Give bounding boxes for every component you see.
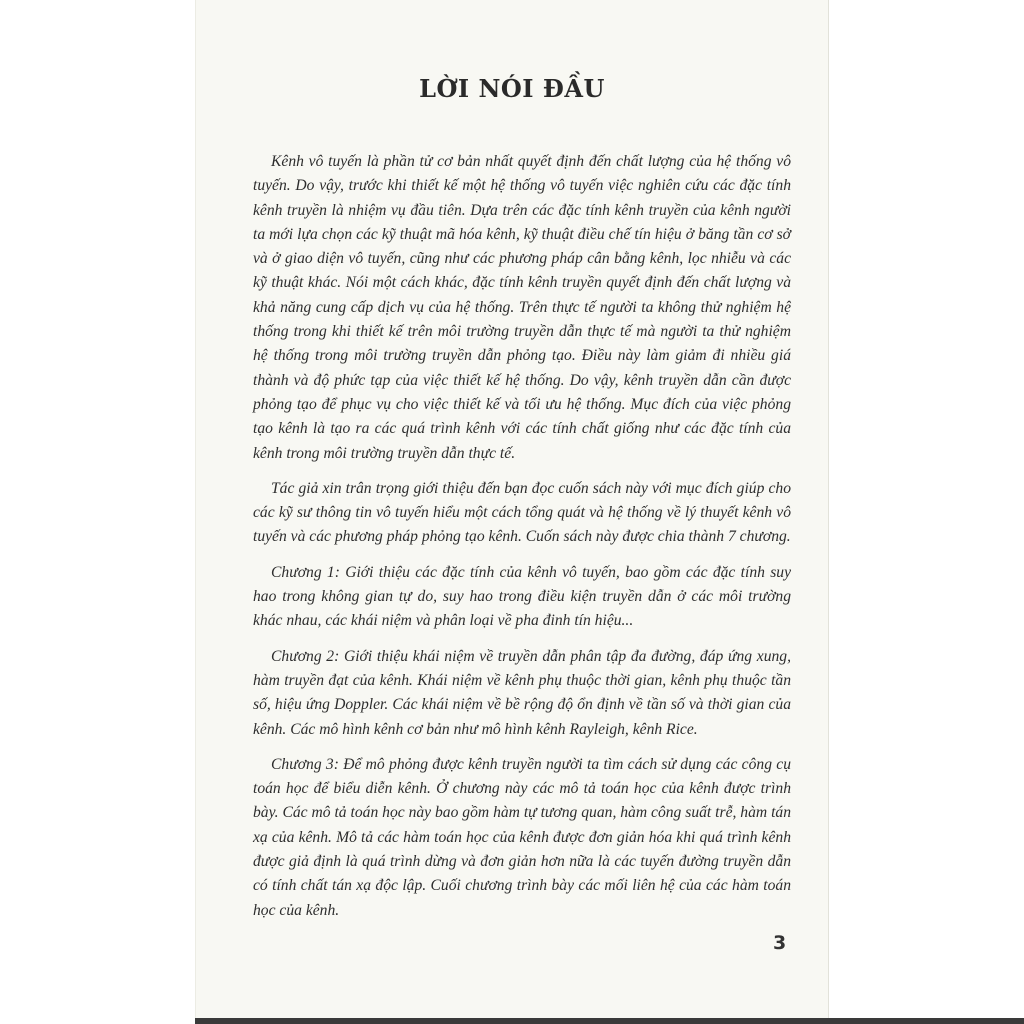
page-title: LỜI NÓI ĐẦU	[419, 74, 605, 103]
paragraph-chapter-1: Chương 1: Giới thiệu các đặc tính của kênh vô tuyến, bao gồm các đặc tính suy hao trong không gian tự do, suy hao trong điều kiện truyền dẫn ở các môi trường khác nhau, các khái niệm và phân loại về pha đinh tín hiệu...	[253, 563, 791, 630]
paragraph-intro: Kênh vô tuyến là phần tử cơ bản nhất quyết định đến chất lượng của hệ thống vô tuyến. Do vậy, trước khi thiết kế một hệ thống vô tuyến việc nghiên cứu các đặc tính kênh truyền là nhiệm vụ đầu tiên. Dựa trên các đặc tính kênh truyền của kênh người ta mới lựa chọn các kỹ thuật mã hóa kênh, kỹ thuật điều chế tín hiệu ở băng tần cơ sở và ở giao diện vô tuyến, cũng như các phương pháp cân bằng kênh, lọc nhiễu và các kỹ thuật khác. Nói một cách khác, đặc tính kênh truyền quyết định đến chất lượng và khả năng cung cấp dịch vụ của hệ thống. Trên thực tế người ta không thử nghiệm hệ thống trong khi thiết kế trên môi trường truyền dẫn thực tế mà người ta thử nghiệm hệ thống trong môi trường truyền dẫn phỏng tạo. Điều này làm giảm đi nhiều giá thành và độ phức tạp của việc thiết kế hệ thống. Do vậy, kênh truyền dẫn cần được phỏng tạo để phục vụ cho việc thiết kế và tối ưu hệ thống. Mục đích của việc phỏng tạo kênh là tạo ra các quá trình kênh với các tính chất giống như các đặc tính của kênh trong môi trường truyền dẫn thực tế.	[253, 153, 791, 462]
preface-body	[253, 150, 791, 934]
page-number: 3	[773, 932, 787, 954]
paragraph-chapter-2: Chương 2: Giới thiệu khái niệm về truyền dẫn phân tập đa đường, đáp ứng xung, hàm truyền đạt của kênh. Khái niệm về kênh phụ thuộc thời gian, kênh phụ thuộc tần số, hiệu ứng Doppler. Các khái niệm về bề rộng độ ổn định về tần số và thời gian của kênh. Các mô hình kênh cơ bản như mô hình kênh Rayleigh, kênh Rice.	[253, 647, 791, 738]
book-page	[195, 0, 829, 1024]
scan-edge-band	[195, 1018, 1024, 1024]
paragraph-author-note: Tác giả xin trân trọng giới thiệu đến bạn đọc cuốn sách này với mục đích giúp cho các kỹ sư thông tin vô tuyến hiểu một cách tổng quát và hệ thống về lý thuyết kênh vô tuyến và các phương pháp phỏng tạo kênh. Cuốn sách này được chia thành 7 chương.	[253, 479, 791, 546]
paragraph-chapter-3: Chương 3: Để mô phỏng được kênh truyền người ta tìm cách sử dụng các công cụ toán học để biểu diễn kênh. Ở chương này các mô tả toán học của kênh được trình bày. Các mô tả toán học này bao gồm hàm tự tương quan, hàm công suất trễ, hàm tán xạ của kênh. Mô tả các hàm toán học của kênh được đơn giản hóa khi quá trình kênh được giả định là quá trình dừng và đơn giản hơn nữa là các tuyến đường truyền dẫn có tính chất tán xạ độc lập. Cuối chương trình bày các mối liên hệ của các hàm toán học của kênh.	[253, 755, 791, 919]
